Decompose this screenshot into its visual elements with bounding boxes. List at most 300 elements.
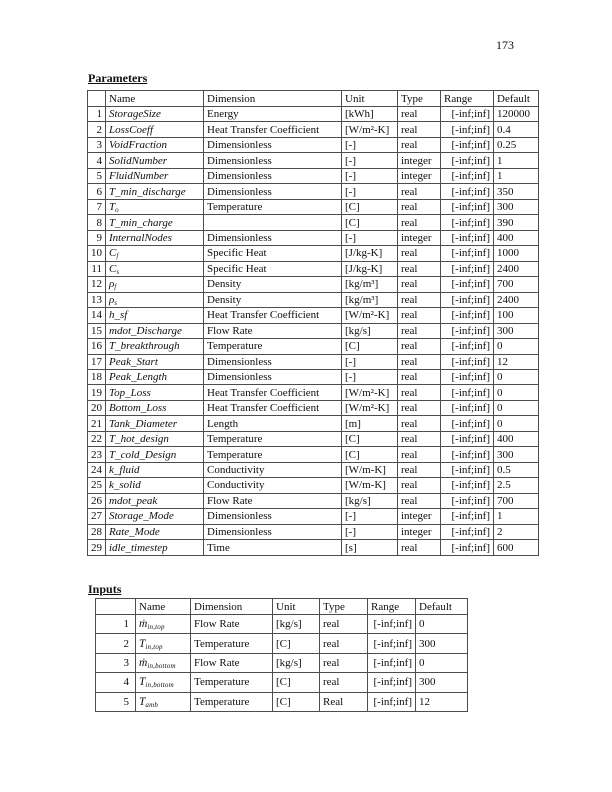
table-row bbox=[88, 354, 539, 369]
type-cell: integer bbox=[398, 230, 441, 245]
range-cell: [-inf;inf] bbox=[441, 385, 494, 400]
dimension-cell: Conductivity bbox=[204, 478, 342, 493]
row-number: 29 bbox=[88, 540, 106, 556]
variable-name-cell bbox=[106, 540, 204, 556]
variable-name-cell bbox=[136, 692, 191, 711]
unit-cell: [-] bbox=[342, 184, 398, 199]
variable-name-cell bbox=[106, 153, 204, 168]
variable-name-subscript: in,top bbox=[145, 642, 163, 651]
table-row bbox=[88, 230, 539, 245]
variable-name-cell bbox=[136, 615, 191, 634]
dimension-cell: Temperature bbox=[191, 692, 273, 711]
range-cell: [-inf;inf] bbox=[441, 323, 494, 338]
row-number: 24 bbox=[88, 462, 106, 477]
range-cell: [-inf;inf] bbox=[441, 107, 494, 122]
dimension-cell: Density bbox=[204, 292, 342, 307]
range-cell: [-inf;inf] bbox=[441, 246, 494, 261]
row-number: 16 bbox=[88, 339, 106, 354]
row-number: 3 bbox=[96, 653, 136, 672]
dimension-cell: Density bbox=[204, 277, 342, 292]
dimension-cell: Conductivity bbox=[204, 462, 342, 477]
default-cell: 1 bbox=[494, 509, 539, 524]
dimension-cell: Flow Rate bbox=[191, 615, 273, 634]
variable-name-base: T bbox=[139, 695, 146, 708]
row-number: 19 bbox=[88, 385, 106, 400]
variable-name-cell bbox=[136, 673, 191, 692]
table-row bbox=[88, 137, 539, 152]
variable-name-subscript: s bbox=[114, 298, 118, 307]
type-cell: Real bbox=[320, 692, 368, 711]
variable-name-subscript: f bbox=[114, 283, 117, 292]
variable-name-cell bbox=[106, 308, 204, 323]
type-cell: real bbox=[398, 369, 441, 384]
variable-name-base: mdot_peak bbox=[109, 494, 158, 507]
default-cell: 0 bbox=[416, 653, 468, 672]
range-cell: [-inf;inf] bbox=[441, 524, 494, 539]
variable-name-base: Bottom_Loss bbox=[109, 402, 167, 415]
default-cell: 0 bbox=[494, 369, 539, 384]
range-cell: [-inf;inf] bbox=[441, 168, 494, 183]
range-cell: [-inf;inf] bbox=[441, 153, 494, 168]
dimension-cell: Temperature bbox=[191, 634, 273, 653]
unit-cell: [W/m-K] bbox=[342, 462, 398, 477]
dimension-cell: Temperature bbox=[204, 431, 342, 446]
variable-name-cell bbox=[106, 246, 204, 261]
table-row bbox=[88, 199, 539, 214]
unit-cell: [W/m²-K] bbox=[342, 122, 398, 137]
default-cell: 0.5 bbox=[494, 462, 539, 477]
variable-name-subscript: in,bottom bbox=[147, 661, 176, 670]
unit-cell: [-] bbox=[342, 230, 398, 245]
inputs-header-type: Type bbox=[320, 599, 368, 615]
parameters-header-row bbox=[88, 91, 539, 107]
type-cell: real bbox=[320, 673, 368, 692]
type-cell: real bbox=[320, 653, 368, 672]
default-cell: 1 bbox=[494, 153, 539, 168]
variable-name-base: StorageSize bbox=[109, 108, 161, 121]
dimension-cell: Dimensionless bbox=[204, 369, 342, 384]
variable-name-cell bbox=[106, 230, 204, 245]
unit-cell: [C] bbox=[273, 692, 320, 711]
unit-cell: [C] bbox=[342, 339, 398, 354]
dimension-cell: Length bbox=[204, 416, 342, 431]
range-cell: [-inf;inf] bbox=[441, 122, 494, 137]
parameters-header-dimension: Dimension bbox=[204, 91, 342, 107]
dimension-cell: Dimensionless bbox=[204, 153, 342, 168]
default-cell: 400 bbox=[494, 230, 539, 245]
unit-cell: [W/m²-K] bbox=[342, 308, 398, 323]
variable-name-cell bbox=[106, 493, 204, 508]
row-number: 11 bbox=[88, 261, 106, 276]
unit-cell: [-] bbox=[342, 168, 398, 183]
row-number: 4 bbox=[96, 673, 136, 692]
variable-name-cell bbox=[106, 400, 204, 415]
table-row bbox=[88, 277, 539, 292]
default-cell: 2.5 bbox=[494, 478, 539, 493]
table-row bbox=[88, 509, 539, 524]
variable-name-cell bbox=[106, 385, 204, 400]
variable-name-cell bbox=[106, 431, 204, 446]
range-cell: [-inf;inf] bbox=[368, 615, 416, 634]
range-cell: [-inf;inf] bbox=[441, 509, 494, 524]
variable-name-base: T bbox=[139, 637, 146, 650]
range-cell: [-inf;inf] bbox=[441, 230, 494, 245]
range-cell: [-inf;inf] bbox=[441, 369, 494, 384]
row-number: 6 bbox=[88, 184, 106, 199]
row-number: 1 bbox=[88, 107, 106, 122]
type-cell: real bbox=[320, 615, 368, 634]
row-number: 23 bbox=[88, 447, 106, 462]
table-row bbox=[88, 107, 539, 122]
default-cell: 0 bbox=[416, 615, 468, 634]
dimension-cell: Heat Transfer Coefficient bbox=[204, 308, 342, 323]
variable-name-cell bbox=[106, 339, 204, 354]
default-cell: 0 bbox=[494, 339, 539, 354]
type-cell: real bbox=[398, 107, 441, 122]
dimension-cell: Temperature bbox=[191, 673, 273, 692]
type-cell: real bbox=[398, 277, 441, 292]
table-row bbox=[88, 385, 539, 400]
type-cell: real bbox=[398, 292, 441, 307]
table-row bbox=[88, 478, 539, 493]
table-row bbox=[88, 323, 539, 338]
default-cell: 120000 bbox=[494, 107, 539, 122]
type-cell: integer bbox=[398, 524, 441, 539]
row-number: 18 bbox=[88, 369, 106, 384]
table-row bbox=[88, 122, 539, 137]
parameters-header-unit: Unit bbox=[342, 91, 398, 107]
variable-name-base: ρ bbox=[109, 278, 115, 291]
row-number: 12 bbox=[88, 277, 106, 292]
range-cell: [-inf;inf] bbox=[441, 184, 494, 199]
variable-name-base: C bbox=[109, 262, 117, 275]
variable-name-base: Peak_Length bbox=[109, 371, 168, 384]
dimension-cell: Heat Transfer Coefficient bbox=[204, 122, 342, 137]
type-cell: real bbox=[398, 308, 441, 323]
variable-name-cell bbox=[106, 184, 204, 199]
variable-name-base: FluidNumber bbox=[109, 170, 169, 183]
variable-name-base: Storage_Mode bbox=[109, 510, 174, 523]
inputs-header-name: Name bbox=[136, 599, 191, 615]
default-cell: 300 bbox=[494, 199, 539, 214]
default-cell: 0 bbox=[494, 416, 539, 431]
variable-name-cell bbox=[106, 261, 204, 276]
unit-cell: [J/kg-K] bbox=[342, 261, 398, 276]
type-cell: real bbox=[398, 137, 441, 152]
default-cell: 300 bbox=[416, 673, 468, 692]
range-cell: [-inf;inf] bbox=[441, 416, 494, 431]
table-row bbox=[88, 261, 539, 276]
row-number: 1 bbox=[96, 615, 136, 634]
table-row bbox=[88, 339, 539, 354]
inputs-header-dimension: Dimension bbox=[191, 599, 273, 615]
type-cell: integer bbox=[398, 509, 441, 524]
inputs-header-row bbox=[96, 599, 468, 615]
table-row bbox=[88, 540, 539, 556]
range-cell: [-inf;inf] bbox=[368, 653, 416, 672]
type-cell: real bbox=[398, 431, 441, 446]
variable-name-base: Tank_Diameter bbox=[109, 417, 178, 430]
unit-cell: [-] bbox=[342, 524, 398, 539]
parameters-header-range: Range bbox=[441, 91, 494, 107]
range-cell: [-inf;inf] bbox=[441, 354, 494, 369]
variable-name-cell bbox=[106, 447, 204, 462]
range-cell: [-inf;inf] bbox=[441, 447, 494, 462]
row-number: 17 bbox=[88, 354, 106, 369]
table-row bbox=[88, 215, 539, 230]
row-number: 13 bbox=[88, 292, 106, 307]
inputs-table bbox=[95, 598, 468, 712]
unit-cell: [-] bbox=[342, 153, 398, 168]
range-cell: [-inf;inf] bbox=[441, 199, 494, 214]
variable-name-subscript: o bbox=[115, 206, 119, 215]
dimension-cell: Specific Heat bbox=[204, 246, 342, 261]
variable-name-cell bbox=[106, 292, 204, 307]
type-cell: real bbox=[398, 323, 441, 338]
type-cell: real bbox=[398, 493, 441, 508]
type-cell: real bbox=[398, 416, 441, 431]
type-cell: real bbox=[320, 634, 368, 653]
range-cell: [-inf;inf] bbox=[441, 308, 494, 323]
table-row bbox=[88, 168, 539, 183]
dimension-cell: Flow Rate bbox=[204, 493, 342, 508]
row-number: 28 bbox=[88, 524, 106, 539]
unit-cell: [kWh] bbox=[342, 107, 398, 122]
variable-name-subscript: in,bottom bbox=[145, 681, 174, 690]
variable-name-subscript: s bbox=[116, 267, 120, 276]
row-number: 8 bbox=[88, 215, 106, 230]
default-cell: 12 bbox=[494, 354, 539, 369]
row-number: 5 bbox=[88, 168, 106, 183]
variable-name-cell bbox=[106, 107, 204, 122]
row-number: 2 bbox=[96, 634, 136, 653]
default-cell: 2400 bbox=[494, 261, 539, 276]
parameters-header-name: Name bbox=[106, 91, 204, 107]
variable-name-base: T_min_discharge bbox=[109, 185, 186, 198]
variable-name-base: T bbox=[139, 676, 146, 689]
range-cell: [-inf;inf] bbox=[441, 261, 494, 276]
range-cell: [-inf;inf] bbox=[441, 215, 494, 230]
table-row bbox=[96, 692, 468, 711]
variable-name-cell bbox=[106, 478, 204, 493]
default-cell: 0.25 bbox=[494, 137, 539, 152]
variable-name-base: ṁ bbox=[139, 656, 148, 669]
row-number: 7 bbox=[88, 199, 106, 214]
variable-name-cell bbox=[106, 215, 204, 230]
dimension-cell: Temperature bbox=[204, 447, 342, 462]
unit-cell: [C] bbox=[273, 634, 320, 653]
default-cell: 600 bbox=[494, 540, 539, 556]
type-cell: real bbox=[398, 199, 441, 214]
range-cell: [-inf;inf] bbox=[441, 137, 494, 152]
dimension-cell: Dimensionless bbox=[204, 137, 342, 152]
type-cell: real bbox=[398, 215, 441, 230]
row-number: 25 bbox=[88, 478, 106, 493]
type-cell: real bbox=[398, 540, 441, 556]
table-row bbox=[96, 634, 468, 653]
table-row bbox=[88, 431, 539, 446]
unit-cell: [-] bbox=[342, 137, 398, 152]
variable-name-cell bbox=[106, 323, 204, 338]
dimension-cell: Dimensionless bbox=[204, 168, 342, 183]
table-row bbox=[88, 416, 539, 431]
table-row bbox=[88, 308, 539, 323]
type-cell: real bbox=[398, 478, 441, 493]
range-cell: [-inf;inf] bbox=[441, 493, 494, 508]
row-number: 26 bbox=[88, 493, 106, 508]
table-row bbox=[88, 184, 539, 199]
inputs-heading: Inputs bbox=[88, 582, 122, 596]
table-row bbox=[88, 447, 539, 462]
page-number: 173 bbox=[496, 38, 514, 52]
type-cell: real bbox=[398, 122, 441, 137]
variable-name-base: ṁ bbox=[139, 618, 148, 631]
range-cell: [-inf;inf] bbox=[441, 277, 494, 292]
variable-name-cell bbox=[106, 416, 204, 431]
dimension-cell: Temperature bbox=[204, 339, 342, 354]
dimension-cell: Temperature bbox=[204, 199, 342, 214]
variable-name-cell bbox=[106, 369, 204, 384]
default-cell: 12 bbox=[416, 692, 468, 711]
unit-cell: [m] bbox=[342, 416, 398, 431]
type-cell: real bbox=[398, 246, 441, 261]
dimension-cell: Flow Rate bbox=[191, 653, 273, 672]
variable-name-base: InternalNodes bbox=[109, 231, 172, 244]
default-cell: 0 bbox=[494, 385, 539, 400]
variable-name-cell bbox=[106, 524, 204, 539]
dimension-cell: Dimensionless bbox=[204, 509, 342, 524]
variable-name-cell bbox=[106, 122, 204, 137]
type-cell: real bbox=[398, 400, 441, 415]
inputs-header-index bbox=[96, 599, 136, 615]
range-cell: [-inf;inf] bbox=[441, 400, 494, 415]
parameters-heading: Parameters bbox=[88, 71, 148, 85]
variable-name-base: T_hot_design bbox=[109, 433, 169, 446]
variable-name-base: SolidNumber bbox=[109, 154, 168, 167]
dimension-cell: Energy bbox=[204, 107, 342, 122]
unit-cell: [-] bbox=[342, 369, 398, 384]
default-cell: 350 bbox=[494, 184, 539, 199]
table-row bbox=[88, 493, 539, 508]
default-cell: 300 bbox=[494, 447, 539, 462]
variable-name-base: T_min_charge bbox=[109, 216, 173, 229]
unit-cell: [C] bbox=[342, 215, 398, 230]
table-row bbox=[88, 400, 539, 415]
default-cell: 300 bbox=[494, 323, 539, 338]
dimension-cell: Flow Rate bbox=[204, 323, 342, 338]
unit-cell: [kg/m³] bbox=[342, 292, 398, 307]
dimension-cell: Heat Transfer Coefficient bbox=[204, 385, 342, 400]
type-cell: integer bbox=[398, 153, 441, 168]
type-cell: real bbox=[398, 184, 441, 199]
variable-name-cell bbox=[106, 354, 204, 369]
row-number: 14 bbox=[88, 308, 106, 323]
variable-name-cell bbox=[106, 509, 204, 524]
unit-cell: [kg/s] bbox=[273, 653, 320, 672]
type-cell: real bbox=[398, 385, 441, 400]
variable-name-cell bbox=[106, 277, 204, 292]
dimension-cell: Time bbox=[204, 540, 342, 556]
row-number: 10 bbox=[88, 246, 106, 261]
default-cell: 700 bbox=[494, 277, 539, 292]
variable-name-cell bbox=[106, 199, 204, 214]
unit-cell: [kg/s] bbox=[342, 493, 398, 508]
row-number: 21 bbox=[88, 416, 106, 431]
range-cell: [-inf;inf] bbox=[441, 339, 494, 354]
default-cell: 100 bbox=[494, 308, 539, 323]
row-number: 22 bbox=[88, 431, 106, 446]
range-cell: [-inf;inf] bbox=[441, 431, 494, 446]
range-cell: [-inf;inf] bbox=[368, 673, 416, 692]
inputs-header-default: Default bbox=[416, 599, 468, 615]
parameters-header-default: Default bbox=[494, 91, 539, 107]
unit-cell: [W/m²-K] bbox=[342, 400, 398, 415]
default-cell: 2400 bbox=[494, 292, 539, 307]
variable-name-base: T_cold_Design bbox=[109, 448, 177, 461]
dimension-cell: Dimensionless bbox=[204, 524, 342, 539]
range-cell: [-inf;inf] bbox=[368, 634, 416, 653]
row-number: 4 bbox=[88, 153, 106, 168]
dimension-cell: Specific Heat bbox=[204, 261, 342, 276]
unit-cell: [kg/s] bbox=[342, 323, 398, 338]
unit-cell: [-] bbox=[342, 354, 398, 369]
type-cell: real bbox=[398, 447, 441, 462]
default-cell: 1000 bbox=[494, 246, 539, 261]
variable-name-base: Top_Loss bbox=[109, 386, 151, 399]
unit-cell: [C] bbox=[342, 431, 398, 446]
variable-name-base: LossCoeff bbox=[109, 123, 154, 136]
type-cell: real bbox=[398, 354, 441, 369]
row-number: 3 bbox=[88, 137, 106, 152]
parameters-table bbox=[87, 90, 539, 556]
row-number: 9 bbox=[88, 230, 106, 245]
dimension-cell: Dimensionless bbox=[204, 354, 342, 369]
unit-cell: [C] bbox=[342, 447, 398, 462]
dimension-cell bbox=[204, 215, 342, 230]
variable-name-base: idle_timestep bbox=[109, 541, 168, 554]
variable-name-cell bbox=[136, 634, 191, 653]
variable-name-base: k_solid bbox=[109, 479, 141, 492]
variable-name-base: C bbox=[109, 247, 117, 260]
row-number: 20 bbox=[88, 400, 106, 415]
unit-cell: [kg/s] bbox=[273, 615, 320, 634]
variable-name-cell bbox=[106, 168, 204, 183]
row-number: 5 bbox=[96, 692, 136, 711]
default-cell: 390 bbox=[494, 215, 539, 230]
variable-name-base: VoidFraction bbox=[109, 139, 168, 152]
row-number: 27 bbox=[88, 509, 106, 524]
table-row bbox=[88, 369, 539, 384]
dimension-cell: Dimensionless bbox=[204, 230, 342, 245]
default-cell: 0 bbox=[494, 400, 539, 415]
variable-name-base: Rate_Mode bbox=[109, 525, 160, 538]
unit-cell: [W/m-K] bbox=[342, 478, 398, 493]
unit-cell: [s] bbox=[342, 540, 398, 556]
variable-name-base: T_breakthrough bbox=[109, 340, 180, 353]
range-cell: [-inf;inf] bbox=[441, 478, 494, 493]
variable-name-base: k_fluid bbox=[109, 464, 140, 477]
table-row bbox=[88, 153, 539, 168]
variable-name-subscript: amb bbox=[145, 700, 159, 709]
unit-cell: [-] bbox=[342, 509, 398, 524]
variable-name-subscript: f bbox=[116, 252, 119, 261]
type-cell: real bbox=[398, 339, 441, 354]
table-row bbox=[88, 246, 539, 261]
table-row bbox=[96, 615, 468, 634]
variable-name-cell bbox=[136, 653, 191, 672]
variable-name-base: Peak_Start bbox=[109, 355, 158, 368]
variable-name-base: mdot_Discharge bbox=[109, 324, 182, 337]
